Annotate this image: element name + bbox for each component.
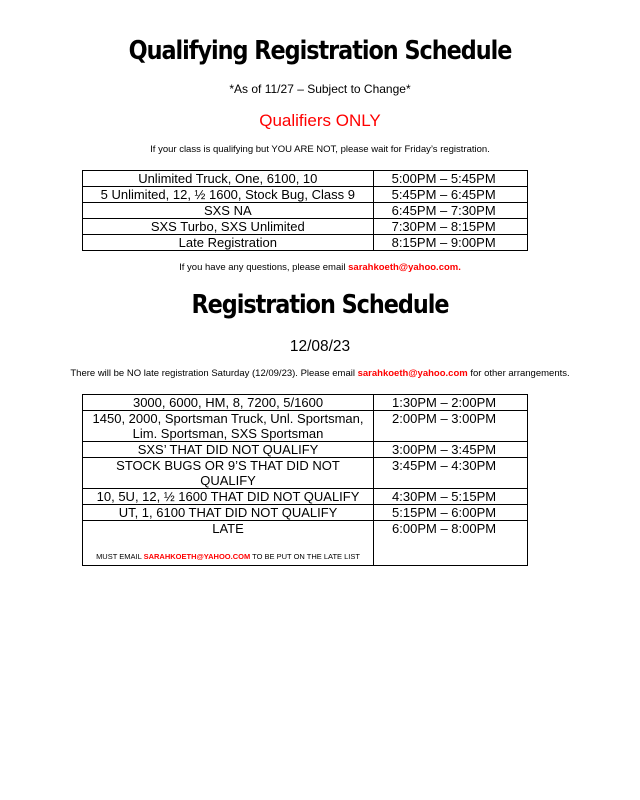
class-cell: SXS Turbo, SXS Unlimited	[83, 219, 374, 235]
qualifiers-only-heading: Qualifiers ONLY	[259, 111, 381, 130]
late-note	[87, 552, 369, 562]
class-cell: STOCK BUGS OR 9’S THAT DID NOT QUALIFY	[83, 458, 374, 489]
late-note-prefix: MUST EMAIL	[96, 552, 144, 561]
time-cell: 4:30PM – 5:15PM	[374, 489, 528, 505]
time-cell: 5:45PM – 6:45PM	[373, 187, 527, 203]
registration-email-link[interactable]: sarahkoeth@yahoo.com	[357, 368, 468, 379]
class-cell: UT, 1, 6100 THAT DID NOT QUALIFY	[83, 505, 374, 521]
class-cell: SXS’ THAT DID NOT QUALIFY	[83, 442, 374, 458]
qualifying-title: Qualifying Registration Schedule	[128, 36, 512, 66]
class-cell: 10, 5U, 12, ½ 1600 THAT DID NOT QUALIFY	[83, 489, 374, 505]
registration-date: 12/08/23	[289, 338, 351, 355]
time-cell: 5:00PM – 5:45PM	[373, 171, 527, 187]
table-row	[83, 171, 528, 187]
class-cell: 3000, 6000, HM, 8, 7200, 5/1600	[83, 395, 374, 411]
table-row	[83, 235, 528, 251]
time-cell: 2:00PM – 3:00PM	[374, 411, 528, 442]
registration-title: Registration Schedule	[191, 290, 449, 320]
late-note-suffix: TO BE PUT ON THE LATE LIST	[250, 552, 360, 561]
class-cell: 1450, 2000, Sportsman Truck, Unl. Sportsman, Lim. Sportsman, SXS Sportsman	[83, 411, 374, 442]
time-cell: 7:30PM – 8:15PM	[373, 219, 527, 235]
time-cell: 1:30PM – 2:00PM	[374, 395, 528, 411]
table-row	[83, 411, 528, 442]
questions-line	[0, 262, 640, 273]
time-cell: 3:00PM – 3:45PM	[374, 442, 528, 458]
time-cell: 5:15PM – 6:00PM	[374, 505, 528, 521]
class-cell: Unlimited Truck, One, 6100, 10	[83, 171, 374, 187]
class-cell: 5 Unlimited, 12, ½ 1600, Stock Bug, Class 9	[83, 187, 374, 203]
table-row	[83, 395, 528, 411]
class-cell: SXS NA	[83, 203, 374, 219]
table-row	[83, 187, 528, 203]
table-row	[83, 219, 528, 235]
table-row	[83, 203, 528, 219]
as-of-note: *As of 11/27 – Subject to Change*	[229, 82, 411, 96]
registration-note	[0, 368, 640, 379]
late-note-email-link[interactable]: SARAHKOETH@YAHOO.COM	[143, 552, 251, 561]
qualifying-note: If your class is qualifying but YOU ARE NOT, please wait for Friday’s registration.	[150, 144, 490, 155]
table-row	[83, 442, 528, 458]
registration-note-text: There will be NO late registration Saturday (12/09/23). Please email	[70, 368, 358, 379]
time-cell: 8:15PM – 9:00PM	[373, 235, 527, 251]
table-row-late	[83, 521, 528, 566]
late-cell	[83, 521, 374, 566]
registration-table	[82, 394, 528, 566]
table-row	[83, 489, 528, 505]
time-cell: 6:45PM – 7:30PM	[373, 203, 527, 219]
questions-text: If you have any questions, please email	[179, 262, 349, 273]
registration-note-suffix: for other arrangements.	[467, 368, 570, 379]
late-time: 6:00PM – 8:00PM	[374, 521, 528, 566]
questions-email-link[interactable]: sarahkoeth@yahoo.com.	[348, 262, 461, 273]
late-label: LATE	[212, 521, 244, 536]
table-row	[83, 458, 528, 489]
time-cell: 3:45PM – 4:30PM	[374, 458, 528, 489]
class-cell: Late Registration	[83, 235, 374, 251]
table-row	[83, 505, 528, 521]
qualifying-table	[82, 170, 528, 251]
